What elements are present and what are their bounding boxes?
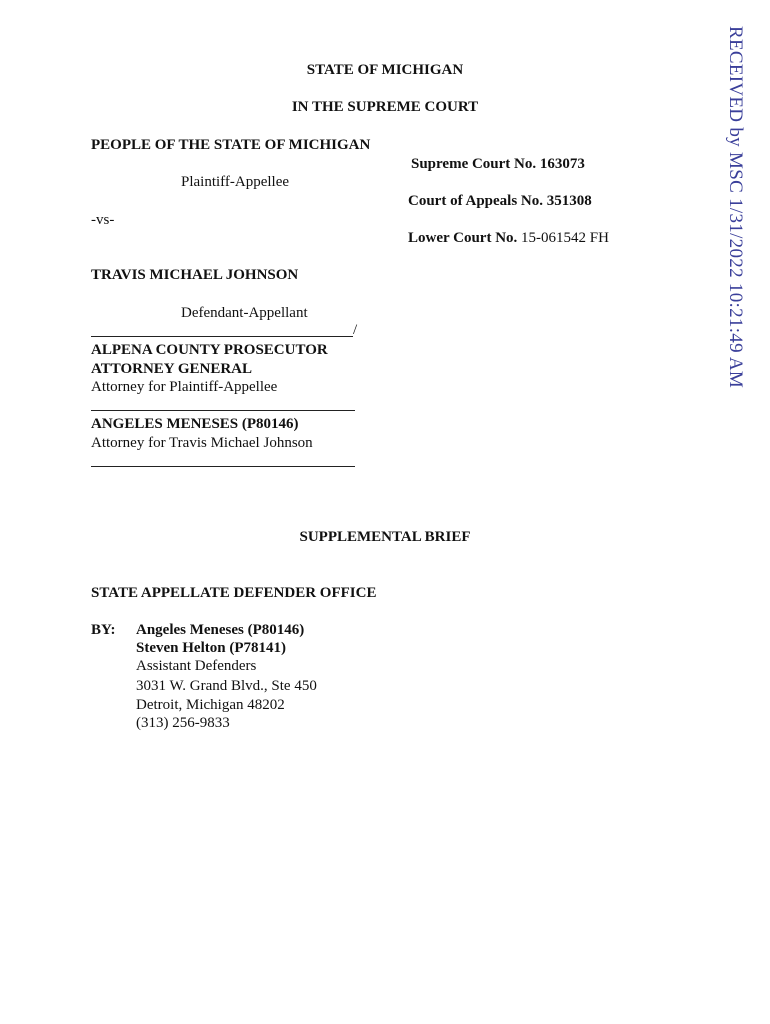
defense-attorney-role: Attorney for Travis Michael Johnson: [91, 435, 313, 451]
defendant-role: Defendant-Appellant: [181, 305, 308, 321]
attorney-2: Steven Helton (P78141): [136, 640, 286, 656]
office-name: STATE APPELLATE DEFENDER OFFICE: [91, 585, 377, 601]
received-stamp: [720, 26, 750, 411]
versus-label: -vs-: [91, 212, 115, 228]
lower-court-value: 15-061542 FH: [517, 230, 609, 246]
phone-number: (313) 256-9833: [136, 715, 230, 731]
document-title: SUPPLEMENTAL BRIEF: [299, 529, 471, 545]
attorney-1: Angeles Meneses (P80146): [136, 622, 305, 638]
lower-court-label: Lower Court No.: [408, 230, 518, 246]
court-of-appeals-number: Court of Appeals No. 351308: [408, 193, 592, 209]
lower-court-number: [408, 229, 609, 247]
court-heading: IN THE SUPREME COURT: [291, 99, 479, 115]
supreme-court-number: Supreme Court No. 163073: [411, 156, 585, 172]
counsel-rule-2: [91, 466, 355, 467]
address-line-2: Detroit, Michigan 48202: [136, 697, 285, 713]
address-line-1: 3031 W. Grand Blvd., Ste 450: [136, 678, 317, 694]
prosecutor-line1: ALPENA COUNTY PROSECUTOR: [91, 342, 328, 358]
caption-rule: [91, 336, 353, 337]
received-stamp-text: RECEIVED by MSC 1/31/2022 10:21:49 AM: [725, 26, 746, 389]
prosecutor-line2: ATTORNEY GENERAL: [91, 361, 253, 377]
plaintiff-name: PEOPLE OF THE STATE OF MICHIGAN: [91, 137, 371, 153]
caption-slash: /: [353, 322, 358, 338]
attorney-title: Assistant Defenders: [136, 658, 257, 674]
prosecutor-role: Attorney for Plaintiff-Appellee: [91, 379, 278, 395]
defense-attorney-name: ANGELES MENESES (P80146): [91, 416, 299, 432]
defendant-name: TRAVIS MICHAEL JOHNSON: [91, 267, 299, 283]
plaintiff-role: Plaintiff-Appellee: [181, 174, 290, 190]
by-label: BY:: [91, 622, 116, 638]
counsel-rule-1: [91, 410, 355, 411]
state-heading: STATE OF MICHIGAN: [306, 62, 464, 78]
